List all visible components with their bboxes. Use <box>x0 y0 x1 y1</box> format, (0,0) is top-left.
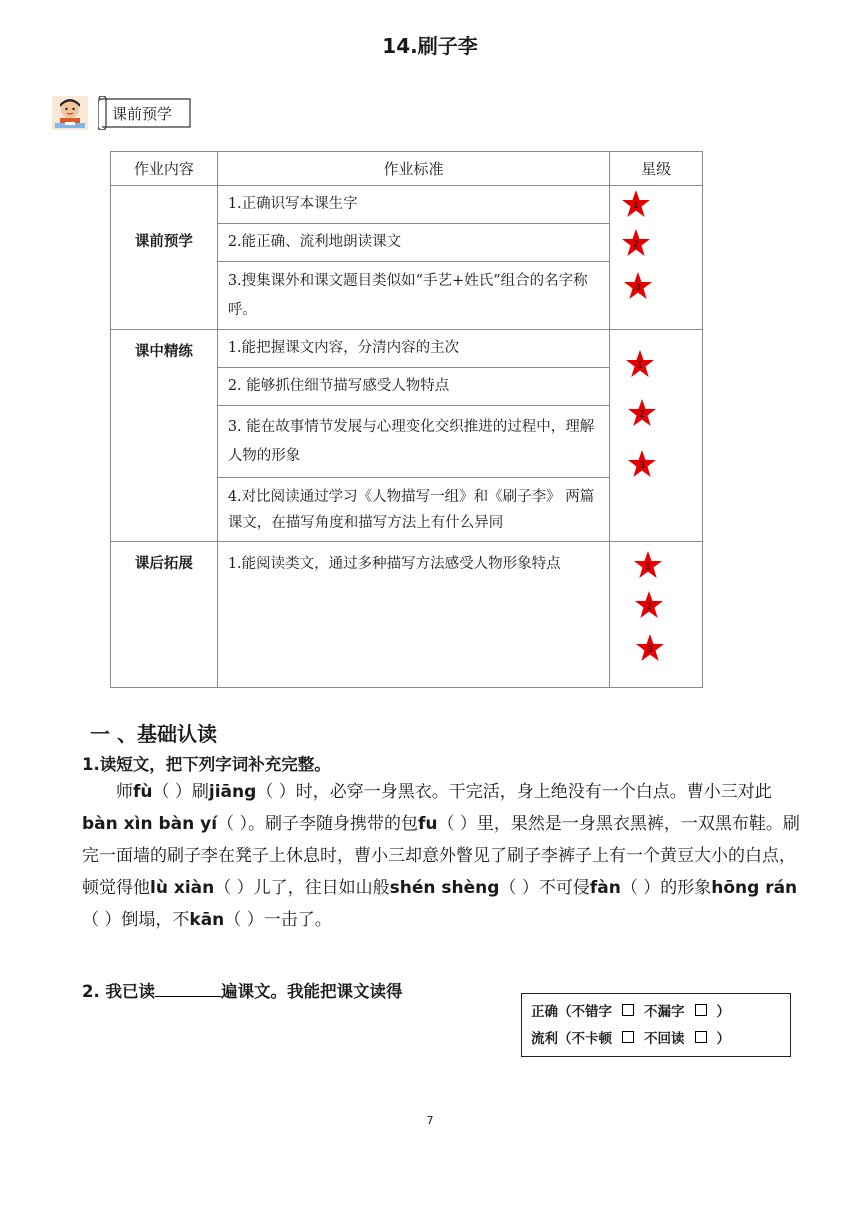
table-row <box>111 542 703 688</box>
page-title: 14.刷子李 <box>382 34 478 58</box>
checkbox-no-reread[interactable] <box>695 1031 707 1043</box>
preview-section-label <box>98 96 193 130</box>
standard-item: 1.能把握课文内容，分清内容的主次 <box>217 330 609 368</box>
page-number: 7 <box>426 1114 434 1127</box>
check-label-no-reread: 不回读 <box>644 1031 685 1047</box>
pinyin: bàn xìn bàn yí <box>82 814 218 834</box>
category-in-class: 课中精练 <box>111 330 218 542</box>
star-3-icon <box>623 271 653 301</box>
passage-text: （ ）倒塌，不 <box>82 910 190 930</box>
star-2-icon <box>634 590 664 620</box>
pinyin: hōng rán <box>711 878 798 898</box>
passage-text: （ ）一击了。 <box>224 910 332 930</box>
check-label-no-typo: 正确（不错字 <box>531 1004 612 1020</box>
standard-item: 2.能正确、流利地朗读课文 <box>217 224 609 262</box>
checkbox-no-typo[interactable] <box>622 1004 634 1016</box>
question-1-title: 1.读短文，把下列字词补充完整。 <box>82 755 331 774</box>
self-check-box <box>521 993 791 1057</box>
table-header-row <box>111 152 703 186</box>
standard-item: 1.能阅读类文，通过多种描写方法感受人物形象特点 <box>217 542 609 688</box>
star-rating-cell <box>610 186 703 330</box>
standard-item: 1.正确识写本课生字 <box>217 186 609 224</box>
reading-count-blank[interactable] <box>155 982 221 997</box>
star-1-label: 1 <box>633 201 640 211</box>
table-row <box>111 330 703 368</box>
passage-text: （ ）。刷子李随身携带的包 <box>217 814 418 834</box>
check-label-no-stutter: 流利（不卡顿 <box>531 1031 612 1047</box>
pinyin: jiāng <box>208 782 257 802</box>
question-2-prefix: 2. 我已读 <box>82 982 155 1001</box>
header-standard: 作业标准 <box>217 152 609 186</box>
star-1-icon <box>625 349 655 379</box>
pinyin: kān <box>189 910 225 930</box>
star-2-label: 2 <box>633 240 640 250</box>
standard-item: 2. 能够抓住细节描写感受人物特点 <box>217 368 609 406</box>
passage-text: （ ）时，必穿一身黑衣。干完活，身上绝没有一个白点。曹小三对此 <box>256 782 772 802</box>
check-close-paren: ） <box>716 1031 730 1047</box>
star-3-label: 3 <box>639 461 646 471</box>
assignment-standards-table <box>110 151 703 688</box>
preview-label-text: 课前预学 <box>112 105 173 123</box>
star-2-label: 2 <box>639 410 646 420</box>
answer-blank[interactable]: （ ）刷 <box>152 782 209 802</box>
table-row <box>111 186 703 224</box>
header-star-level: 星级 <box>610 152 703 186</box>
pinyin: fu <box>417 814 438 834</box>
standard-item: 3.搜集课外和课文题目类似如“手艺+姓氏”组合的名字称呼。 <box>217 262 609 330</box>
passage-text: （ ）儿了，往日如山般 <box>214 878 390 898</box>
section-heading: 一 、基础认读 <box>90 722 217 746</box>
passage-text: 师 <box>116 782 133 802</box>
star-3-label: 3 <box>647 645 654 655</box>
passage-text: （ ）的形象 <box>620 878 712 898</box>
category-preview: 课前预学 <box>111 186 218 330</box>
check-row-fluency <box>531 1029 730 1049</box>
star-rating-cell <box>610 542 703 688</box>
star-3-icon <box>627 449 657 479</box>
star-2-label: 2 <box>646 602 653 612</box>
star-1-icon <box>633 550 663 580</box>
star-rating-cell <box>610 330 703 542</box>
checkbox-no-omission[interactable] <box>695 1004 707 1016</box>
pinyin: shén shèng <box>389 878 500 898</box>
passage-text: （ ）里，果然是一身黑衣黑裤，一双黑布鞋。刷完一面墙的刷子李在凳子上休息时，曹小三却意外瞥见了刷子李裤子上有一个黄豆大小的白点，顿觉得他 <box>82 814 800 898</box>
check-label-no-omission: 不漏字 <box>644 1004 685 1020</box>
category-after-class: 课后拓展 <box>111 542 218 688</box>
reading-passage <box>82 776 800 936</box>
star-1-icon <box>621 189 651 219</box>
star-2-icon <box>621 228 651 258</box>
star-3-label: 3 <box>635 283 642 293</box>
pinyin: fù <box>133 782 153 802</box>
star-2-icon <box>627 398 657 428</box>
question-2 <box>82 978 403 1002</box>
checkbox-no-stutter[interactable] <box>622 1031 634 1043</box>
standard-item: 4.对比阅读通过学习《人物描写一组》和《刷子李》 两篇课文，在描写角度和描写方法上有什么异同 <box>217 478 609 542</box>
check-close-paren: ） <box>716 1004 730 1020</box>
star-3-icon <box>635 633 665 663</box>
pinyin: fàn <box>589 878 621 898</box>
passage-text: （ ）不可侵 <box>499 878 590 898</box>
star-1-label: 1 <box>637 361 644 371</box>
pinyin: lù xiàn <box>150 878 215 898</box>
standard-item: 3. 能在故事情节发展与心理变化交织推进的过程中，理解人物的形象 <box>217 406 609 478</box>
student-reading-illustration <box>52 96 88 130</box>
header-content: 作业内容 <box>111 152 218 186</box>
question-2-suffix: 遍课文。我能把课文读得 <box>221 982 403 1001</box>
star-1-label: 1 <box>645 562 652 572</box>
check-row-accuracy <box>531 1002 730 1022</box>
